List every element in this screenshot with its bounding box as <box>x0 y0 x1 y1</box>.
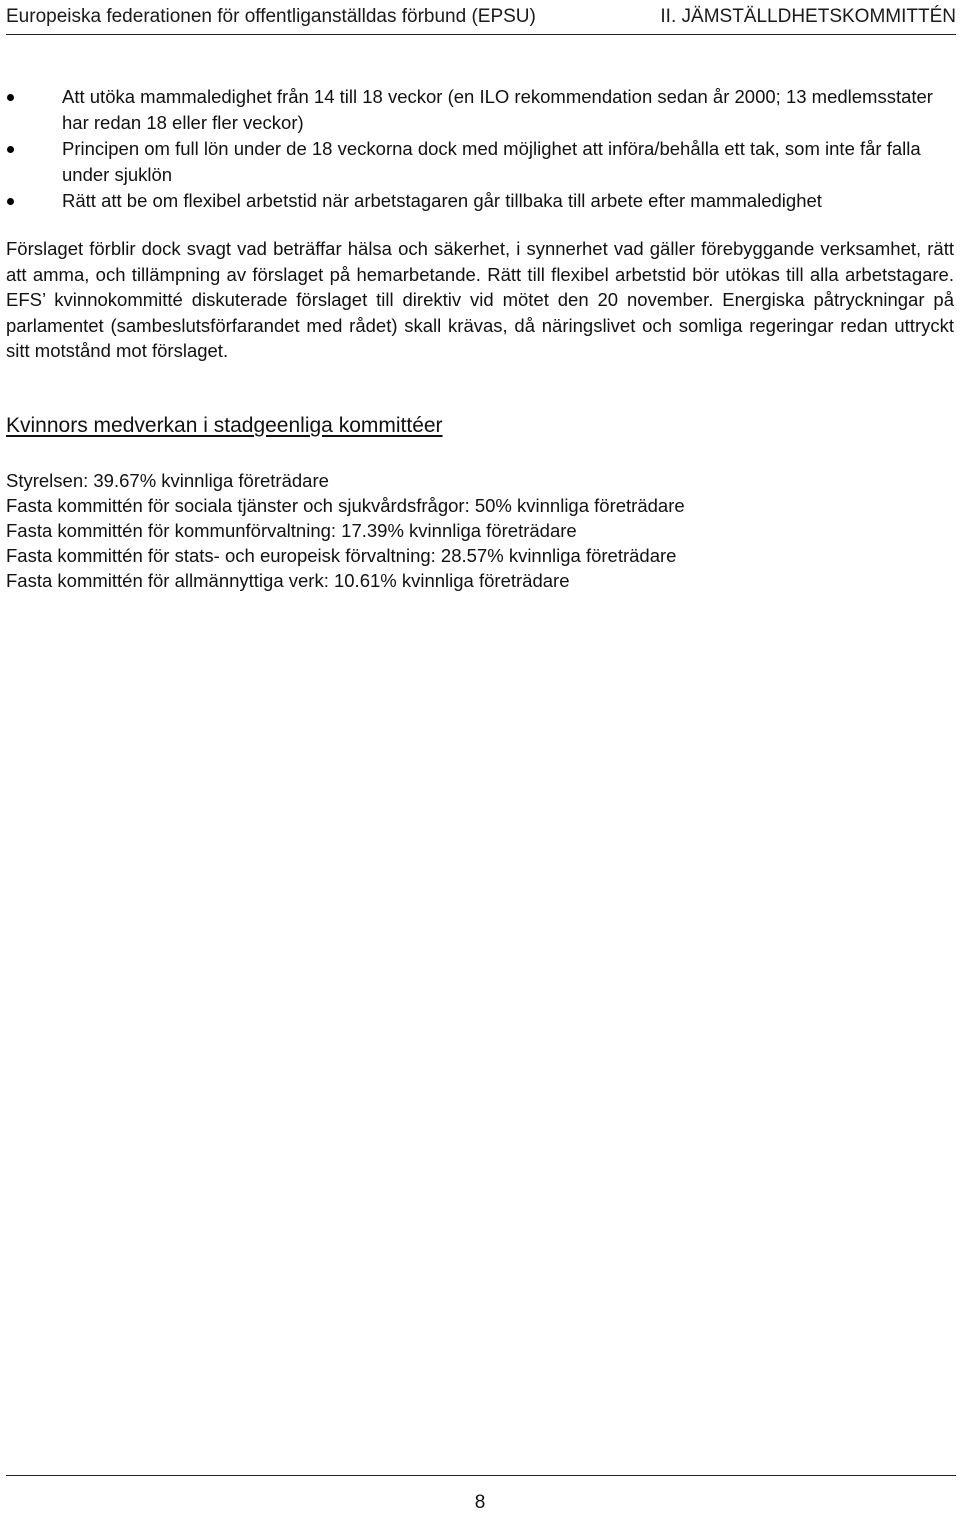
bullet-item <box>6 136 956 187</box>
stat-line: Fasta kommittén för kommunförvaltning: 17.39% kvinnliga företrädare <box>6 520 577 541</box>
bullet-item <box>6 188 956 214</box>
bullet-icon <box>7 94 14 101</box>
header-right-title: II. JÄMSTÄLLDHETSKOMMITTÉN <box>660 6 956 27</box>
page-header <box>6 0 956 35</box>
bullet-text: Rätt att be om flexibel arbetstid när arbetstagaren går tillbaka till arbete efter mammaledighet <box>62 190 822 211</box>
committee-stats <box>6 468 954 593</box>
bullet-text: Principen om full lön under de 18 veckorna dock med möjlighet att införa/behålla ett tak, som inte får falla under sjuklön <box>62 138 921 185</box>
stat-line: Fasta kommittén för sociala tjänster och sjukvårdsfrågor: 50% kvinnliga företrädare <box>6 495 685 516</box>
body-paragraph: Förslaget förblir dock svagt vad beträffar hälsa och säkerhet, i synnerhet vad gäller förebyggande verksamhet, rätt att amma, och tillämpning av förslaget på hemarbetande. Rätt till flexibel arbetstid bör utökas till alla arbetstagare. EFS’ kvinnokommitté diskuterade förslaget till direktiv vid mötet den 20 november. Energiska påtryckningar på parlamentet (sambeslutsförfarandet med rådet) skall krävas, då näringslivet och somliga regeringar redan uttryckt sitt motstånd mot förslaget. <box>6 238 954 361</box>
stat-line: Fasta kommittén för stats- och europeisk förvaltning: 28.57% kvinnliga företrädare <box>6 545 677 566</box>
bullet-icon <box>7 146 14 153</box>
bullet-icon <box>7 198 14 205</box>
stat-line: Fasta kommittén för allmännyttiga verk: 10.61% kvinnliga företrädare <box>6 570 570 591</box>
bullet-item <box>6 84 956 135</box>
section-heading: Kvinnors medverkan i stadgeenliga kommittéer <box>6 414 443 437</box>
footer-divider <box>6 1475 956 1476</box>
bullet-text: Att utöka mammaledighet från 14 till 18 veckor (en ILO rekommendation sedan år 2000; 13 medlemsstater har redan 18 eller fler veckor) <box>62 86 933 133</box>
header-left-title: Europeiska federationen för offentliganställdas förbund (EPSU) <box>6 6 536 27</box>
page-number: 8 <box>474 1492 486 1513</box>
bullet-list <box>6 84 956 215</box>
stat-line: Styrelsen: 39.67% kvinnliga företrädare <box>6 470 329 491</box>
